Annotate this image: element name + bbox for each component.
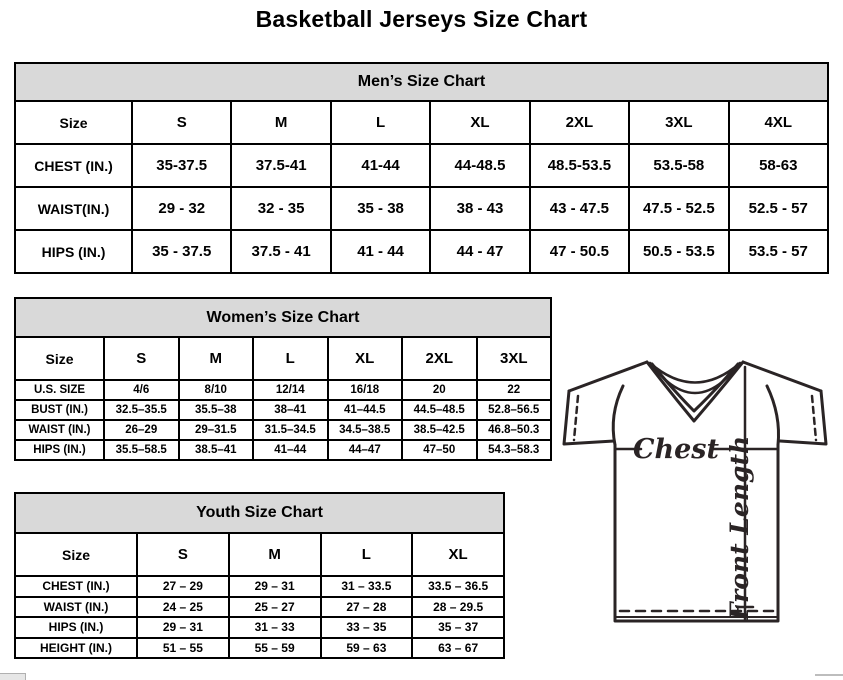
size-value-cell: 58-63 — [729, 144, 828, 187]
size-value-cell: 52.5 - 57 — [729, 187, 828, 230]
size-value-cell: 35 – 37 — [412, 617, 504, 638]
table-row — [15, 230, 828, 273]
front-length-label: Front Length — [725, 435, 754, 621]
table-row — [15, 597, 504, 618]
jersey-left-sleeve-dashed-line — [574, 396, 578, 440]
jersey-left-shoulder-line — [569, 362, 647, 391]
size-column-header: L — [331, 101, 430, 144]
size-value-cell: 44–47 — [328, 440, 403, 460]
size-column-header: S — [104, 337, 179, 380]
size-value-cell: 48.5-53.5 — [530, 144, 629, 187]
size-value-cell: 27 – 29 — [137, 576, 229, 597]
size-value-cell: 47.5 - 52.5 — [629, 187, 728, 230]
row-label: HIPS (IN.) — [15, 617, 137, 638]
size-column-header: M — [231, 101, 330, 144]
row-label: WAIST(IN.) — [15, 187, 132, 230]
size-column-header: 3XL — [629, 101, 728, 144]
size-value-cell: 29 – 31 — [137, 617, 229, 638]
size-value-cell: 35-37.5 — [132, 144, 231, 187]
table-row — [15, 144, 828, 187]
horizontal-scrollbar-fragment[interactable] — [815, 674, 843, 676]
size-value-cell: 25 – 27 — [229, 597, 321, 618]
row-label: CHEST (IN.) — [15, 144, 132, 187]
jersey-left-sleeve — [564, 391, 614, 444]
mens-chart-title: Men’s Size Chart — [14, 62, 829, 102]
size-value-cell: 29–31.5 — [179, 420, 254, 440]
size-value-cell: 38 - 43 — [430, 187, 529, 230]
size-value-cell: 20 — [402, 380, 477, 400]
size-value-cell: 29 - 32 — [132, 187, 231, 230]
size-value-cell: 54.3–58.3 — [477, 440, 552, 460]
size-value-cell: 44 - 47 — [430, 230, 529, 273]
size-value-cell: 53.5 - 57 — [729, 230, 828, 273]
size-column-header: S — [132, 101, 231, 144]
size-value-cell: 50.5 - 53.5 — [629, 230, 728, 273]
size-column-header: 3XL — [477, 337, 552, 380]
table-row — [15, 400, 551, 420]
jersey-right-sleeve — [780, 391, 826, 444]
size-value-cell: 41-44 — [331, 144, 430, 187]
size-value-cell: 38.5–42.5 — [402, 420, 477, 440]
table-row — [15, 576, 504, 597]
size-value-cell: 41–44.5 — [328, 400, 403, 420]
mens-size-table — [14, 100, 829, 274]
youth-size-table — [14, 532, 505, 659]
jersey-right-armhole-seam — [767, 386, 779, 445]
size-column-header: 2XL — [530, 101, 629, 144]
jersey-measurement-diagram — [556, 355, 843, 647]
size-column-header: 4XL — [729, 101, 828, 144]
womens-chart-title: Women’s Size Chart — [14, 297, 552, 338]
size-value-cell: 34.5–38.5 — [328, 420, 403, 440]
row-label: HIPS (IN.) — [15, 440, 104, 460]
table-row — [15, 617, 504, 638]
size-value-cell: 28 – 29.5 — [412, 597, 504, 618]
size-value-cell: 22 — [477, 380, 552, 400]
size-value-cell: 38.5–41 — [179, 440, 254, 460]
size-value-cell: 35 - 37.5 — [132, 230, 231, 273]
size-value-cell: 41 - 44 — [331, 230, 430, 273]
size-column-header: XL — [430, 101, 529, 144]
size-value-cell: 31 – 33.5 — [321, 576, 413, 597]
size-value-cell: 26–29 — [104, 420, 179, 440]
size-column-header: 2XL — [402, 337, 477, 380]
size-value-cell: 41–44 — [253, 440, 328, 460]
size-value-cell: 37.5-41 — [231, 144, 330, 187]
table-row — [15, 380, 551, 400]
youth-size-chart — [14, 492, 505, 659]
size-column-header: M — [179, 337, 254, 380]
size-header-cell: Size — [15, 101, 132, 144]
size-header-row — [15, 101, 828, 144]
row-label: WAIST (IN.) — [15, 420, 104, 440]
row-label: HIPS (IN.) — [15, 230, 132, 273]
size-value-cell: 33.5 – 36.5 — [412, 576, 504, 597]
size-header-cell: Size — [15, 533, 137, 576]
size-value-cell: 33 – 35 — [321, 617, 413, 638]
size-header-row — [15, 533, 504, 576]
size-value-cell: 32 - 35 — [231, 187, 330, 230]
womens-size-table — [14, 336, 552, 461]
table-row — [15, 420, 551, 440]
size-value-cell: 35.5–58.5 — [104, 440, 179, 460]
size-column-header: M — [229, 533, 321, 576]
size-value-cell: 8/10 — [179, 380, 254, 400]
size-value-cell: 12/14 — [253, 380, 328, 400]
size-column-header: XL — [412, 533, 504, 576]
table-row — [15, 187, 828, 230]
size-value-cell: 47–50 — [402, 440, 477, 460]
chest-label: Chest — [633, 434, 719, 465]
size-value-cell: 4/6 — [104, 380, 179, 400]
size-value-cell: 29 – 31 — [229, 576, 321, 597]
size-value-cell: 27 – 28 — [321, 597, 413, 618]
size-value-cell: 59 – 63 — [321, 638, 413, 659]
size-value-cell: 37.5 - 41 — [231, 230, 330, 273]
size-value-cell: 63 – 67 — [412, 638, 504, 659]
table-row — [15, 638, 504, 659]
size-value-cell: 31.5–34.5 — [253, 420, 328, 440]
size-value-cell: 35 - 38 — [331, 187, 430, 230]
size-header-row — [15, 337, 551, 380]
page-title: Basketball Jerseys Size Chart — [255, 6, 588, 32]
size-value-cell: 55 – 59 — [229, 638, 321, 659]
size-column-header: S — [137, 533, 229, 576]
size-value-cell: 44.5–48.5 — [402, 400, 477, 420]
jersey-right-sleeve-dashed-line — [812, 396, 816, 440]
size-value-cell: 46.8–50.3 — [477, 420, 552, 440]
size-value-cell: 44-48.5 — [430, 144, 529, 187]
size-value-cell: 31 – 33 — [229, 617, 321, 638]
size-value-cell: 47 - 50.5 — [530, 230, 629, 273]
size-value-cell: 52.8–56.5 — [477, 400, 552, 420]
size-value-cell: 43 - 47.5 — [530, 187, 629, 230]
row-label: CHEST (IN.) — [15, 576, 137, 597]
jersey-collar-inner-v — [652, 364, 738, 411]
youth-chart-title: Youth Size Chart — [14, 492, 505, 534]
size-value-cell: 32.5–35.5 — [104, 400, 179, 420]
size-value-cell: 16/18 — [328, 380, 403, 400]
row-label: U.S. SIZE — [15, 380, 104, 400]
size-column-header: XL — [328, 337, 403, 380]
size-value-cell: 24 – 25 — [137, 597, 229, 618]
jersey-left-armhole-seam — [613, 386, 623, 445]
size-value-cell: 51 – 55 — [137, 638, 229, 659]
mens-size-chart — [14, 62, 829, 274]
size-header-cell: Size — [15, 337, 104, 380]
size-value-cell: 35.5–38 — [179, 400, 254, 420]
jersey-collar-band-arc2 — [651, 364, 739, 393]
row-label: WAIST (IN.) — [15, 597, 137, 618]
size-column-header: L — [321, 533, 413, 576]
table-row — [15, 440, 551, 460]
womens-size-chart — [14, 297, 552, 461]
row-label: BUST (IN.) — [15, 400, 104, 420]
row-label: HEIGHT (IN.) — [15, 638, 137, 659]
size-column-header: L — [253, 337, 328, 380]
size-value-cell: 38–41 — [253, 400, 328, 420]
jersey-right-shoulder-line — [743, 362, 821, 391]
size-value-cell: 53.5-58 — [629, 144, 728, 187]
